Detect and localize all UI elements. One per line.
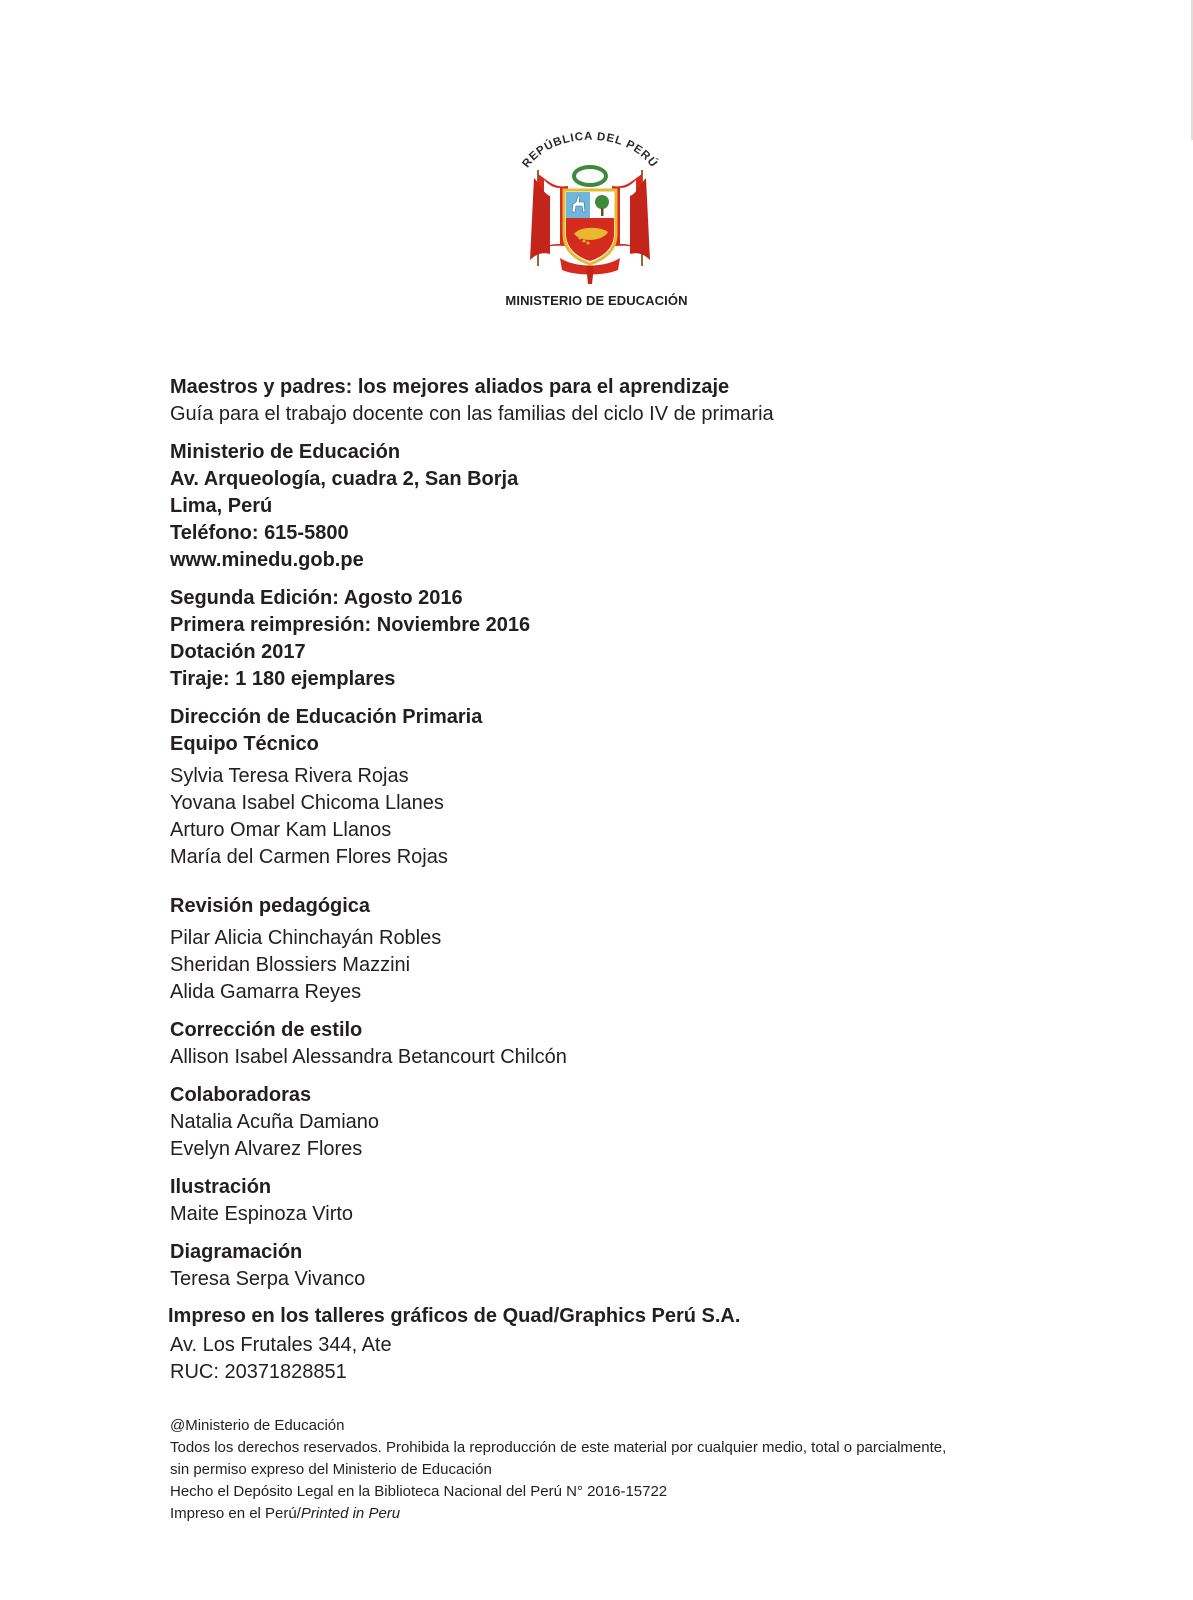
publisher-city: Lima, Perú: [170, 495, 273, 517]
allocation-info: Dotación 2017: [170, 641, 306, 663]
printer-block: [168, 1303, 740, 1386]
style-correction-block: [170, 1017, 1070, 1071]
collaborators-block: [170, 1082, 1070, 1163]
printer-ruc: RUC: 20371828851: [170, 1361, 347, 1383]
rights-line-1: Todos los derechos reservados. Prohibida la reproducción de este material por cualquier medio, total o parcialmente,: [170, 1439, 947, 1456]
edition-block: [170, 585, 1070, 693]
review-heading: Revisión pedagógica: [170, 895, 371, 917]
ministry-emblem-caption: MINISTERIO DE EDUCACIÓN: [505, 293, 688, 308]
illustrator-name: Maite Espinoza Virto: [170, 1203, 354, 1225]
printed-in-line: [170, 1503, 1070, 1525]
peru-coat-of-arms-icon: [520, 126, 670, 286]
svg-text:REPÚBLICA DEL PERÚ: REPÚBLICA DEL PERÚ: [520, 130, 660, 171]
publisher-name: Ministerio de Educación: [170, 441, 401, 463]
style-correction-heading: Corrección de estilo: [170, 1019, 363, 1041]
title-block: [170, 374, 1070, 428]
reviewer-name: Alida Gamarra Reyes: [170, 981, 362, 1003]
team-member-name: Sylvia Teresa Rivera Rojas: [170, 765, 409, 787]
layout-design-block: [170, 1239, 1070, 1293]
review-block: [170, 893, 1070, 1006]
collaborator-name: Natalia Acuña Damiano: [170, 1111, 380, 1133]
layout-designer-name: Teresa Serpa Vivanco: [170, 1268, 366, 1290]
publisher-address: Av. Arqueología, cuadra 2, San Borja: [170, 468, 519, 490]
printed-in-spanish: Impreso en el Perú/: [170, 1505, 301, 1522]
collaborator-name: Evelyn Alvarez Flores: [170, 1138, 363, 1160]
publisher-phone: Teléfono: 615-5800: [170, 522, 349, 544]
printer-address: Av. Los Frutales 344, Ate: [170, 1334, 392, 1356]
copyright-line: @Ministerio de Educación: [170, 1417, 345, 1434]
team-member-name: Arturo Omar Kam Llanos: [170, 819, 392, 841]
legal-footer: [170, 1415, 1070, 1525]
document-subtitle: Guía para el trabajo docente con las familias del ciclo IV de primaria: [170, 403, 774, 425]
printed-in-english: Printed in Peru: [300, 1505, 401, 1522]
layout-design-heading: Diagramación: [170, 1241, 303, 1263]
illustration-block: [170, 1174, 1070, 1228]
credits-content: [170, 374, 1070, 1304]
publisher-website: www.minedu.gob.pe: [170, 549, 364, 571]
style-corrector-name: Allison Isabel Alessandra Betancourt Chilcón: [170, 1046, 567, 1068]
team-member-name: María del Carmen Flores Rojas: [170, 846, 448, 868]
printer-heading: Impreso en los talleres gráficos de Quad/Graphics Perú S.A.: [168, 1305, 741, 1327]
reviewer-name: Pilar Alicia Chinchayán Robles: [170, 927, 442, 949]
technical-team-heading: Equipo Técnico: [170, 733, 319, 755]
publisher-block: [170, 439, 1070, 574]
technical-team-block: [170, 704, 1070, 871]
edition-info: Segunda Edición: Agosto 2016: [170, 587, 463, 609]
print-run-info: Tiraje: 1 180 ejemplares: [170, 668, 396, 690]
reprint-info: Primera reimpresión: Noviembre 2016: [170, 614, 531, 636]
legal-deposit-line: Hecho el Depósito Legal en la Biblioteca Nacional del Perú N° 2016-15722: [170, 1483, 668, 1500]
team-member-name: Yovana Isabel Chicoma Llanes: [170, 792, 444, 814]
reviewer-name: Sheridan Blossiers Mazzini: [170, 954, 411, 976]
direction-heading: Dirección de Educación Primaria: [170, 706, 483, 728]
collaborators-heading: Colaboradoras: [170, 1084, 312, 1106]
document-title: Maestros y padres: los mejores aliados para el aprendizaje: [170, 376, 730, 398]
rights-line-2: sin permiso expreso del Ministerio de Educación: [170, 1461, 492, 1478]
illustration-heading: Ilustración: [170, 1176, 272, 1198]
